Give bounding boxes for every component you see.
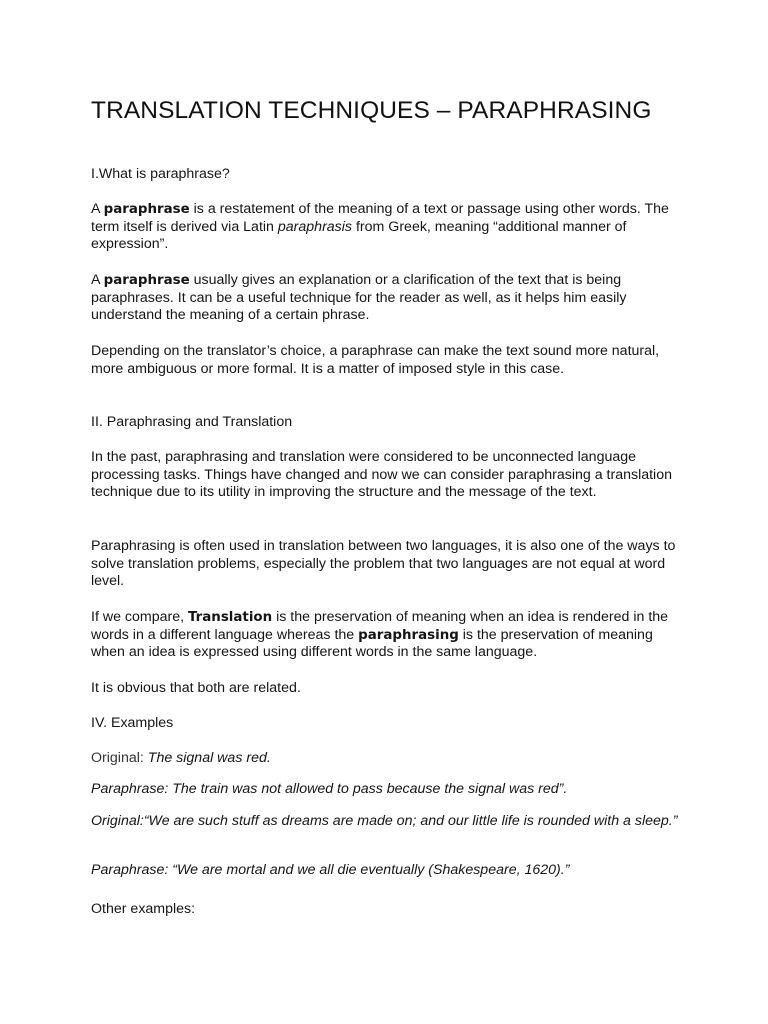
text-run: A [91,201,104,217]
paragraph-definition [91,201,681,254]
paragraph-related: It is obvious that both are related. [91,680,301,696]
text-run: If we compare, [91,609,188,625]
text-run: is the preservation of meaning when an idea is rendered in the words in a different language whereas the [91,609,669,643]
paragraph-comparison [91,609,681,662]
text-run: from Greek, meaning “additional manner of expression”. [91,218,627,253]
bold-term: paraphrasing [358,627,459,643]
example-text: The signal was red. [147,750,271,766]
text-run: A [91,272,104,288]
example-original-2: Original:“We are such stuff as dreams are made on; and our little life is rounded with a sleep.” [91,813,678,829]
text-run: is a restatement of the meaning of a text or passage using other words. The term itself is derived via Latin [91,201,669,235]
example-label: Original: [91,750,148,766]
document-title: TRANSLATION TECHNIQUES – PARAPHRASING [91,97,652,124]
section-heading-paraphrasing-translation: II. Paraphrasing and Translation [91,414,293,430]
example-original-1 [91,750,681,768]
italic-term: paraphrasis [277,218,353,235]
bold-term: paraphrase [103,273,190,288]
bold-term: Translation [188,610,273,625]
example-paraphrase-2: Paraphrase: “We are mortal and we all die eventually (Shakespeare, 1620).” [91,862,570,878]
bold-term: paraphrase [103,202,190,217]
section-heading-what-is-paraphrase: I.What is paraphrase? [91,166,230,182]
text-run: usually gives an explanation or a clarification of the text that is being paraphrases. It can be a useful technique for the reader as well, as it helps him easily understand the meaning of a certain phrase. [91,272,627,324]
paragraph-usage: Paraphrasing is often used in translation between two languages, it is also one of the ways to solve translation problems, especially the problem that two languages are not equal at word level. [91,538,676,590]
example-paraphrase-1: Paraphrase: The train was not allowed to pass because the signal was red”. [91,781,568,797]
text-run: is the preservation of meaning when an idea is expressed using different words in the same language. [91,626,653,661]
paragraph-history: In the past, paraphrasing and translation were considered to be unconnected language processing tasks. Things have changed and now we can consider paraphrasing a translation technique due to its utility in improving the structure and the message of the text. [91,449,672,501]
paragraph-translator-choice: Depending on the translator’s choice, a paraphrase can make the text sound more natural, more ambiguous or more formal. It is a matter of imposed style in this case. [91,343,660,377]
section-heading-examples: IV. Examples [91,715,174,731]
paragraph-other-examples: Other examples: [91,901,196,917]
paragraph-explanation [91,272,681,325]
